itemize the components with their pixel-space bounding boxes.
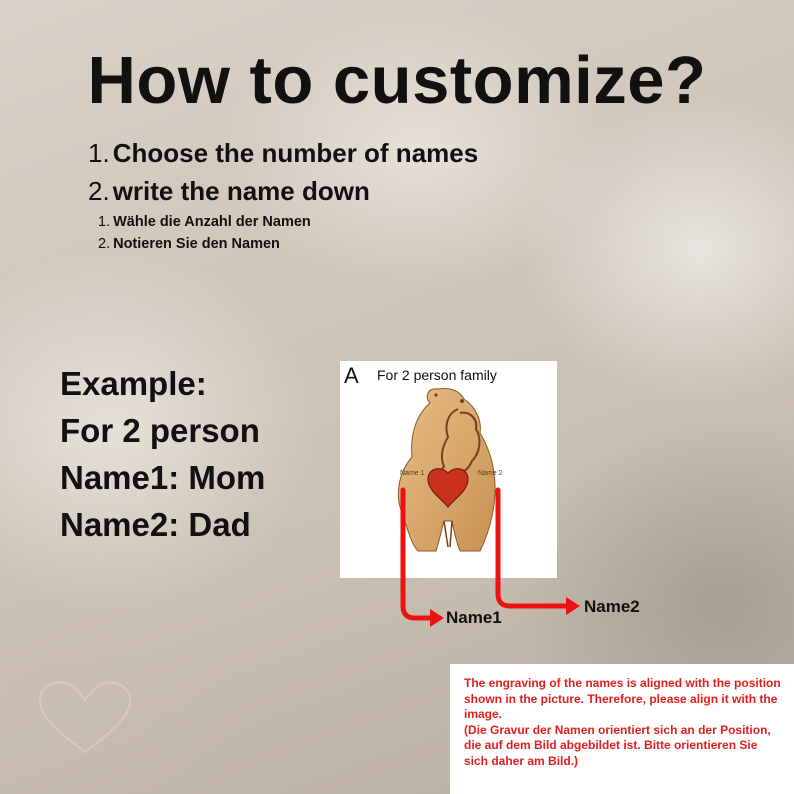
label-name-2: Name2 xyxy=(584,597,640,616)
example-line: For 2 person xyxy=(60,412,260,449)
engraving-name-2: Name 2 xyxy=(478,470,503,477)
brand-heart-logo-icon xyxy=(30,672,140,762)
step-number: 1. xyxy=(88,138,110,168)
step-text: Choose the number of names xyxy=(112,138,479,168)
step-number: 2. xyxy=(88,176,110,206)
note-german: (Die Gravur der Namen orientiert sich an der Position, die auf dem Bild abgebildet ist. Bitte orientieren Sie sich daher am Bild.) xyxy=(464,722,771,768)
example-line: Name1: Mom xyxy=(60,459,266,496)
arrow-name-2 xyxy=(498,490,568,606)
note-english: The engraving of the names is aligned with the position shown in the picture. Therefore, please align it with the image. xyxy=(464,676,781,721)
label-name-1: Name1 xyxy=(446,608,502,627)
arrow-name-1 xyxy=(403,490,432,618)
step-number: 2. xyxy=(98,236,111,252)
variant-letter: A xyxy=(344,363,359,388)
arrowhead-icon xyxy=(566,597,580,615)
variant-caption: For 2 person family xyxy=(377,367,497,383)
step-number: 1. xyxy=(98,214,111,230)
step-text: Wähle die Anzahl der Namen xyxy=(113,214,311,230)
engraving-note xyxy=(450,664,794,794)
example-heading: Example: xyxy=(60,365,207,402)
engraving-name-1: Name 1 xyxy=(400,470,425,477)
step-text: Notieren Sie den Namen xyxy=(113,236,280,252)
page-title: How to customize? xyxy=(87,43,707,118)
arrowhead-icon xyxy=(430,609,444,627)
example-line: Name2: Dad xyxy=(60,506,251,543)
step-text: write the name down xyxy=(112,176,370,206)
